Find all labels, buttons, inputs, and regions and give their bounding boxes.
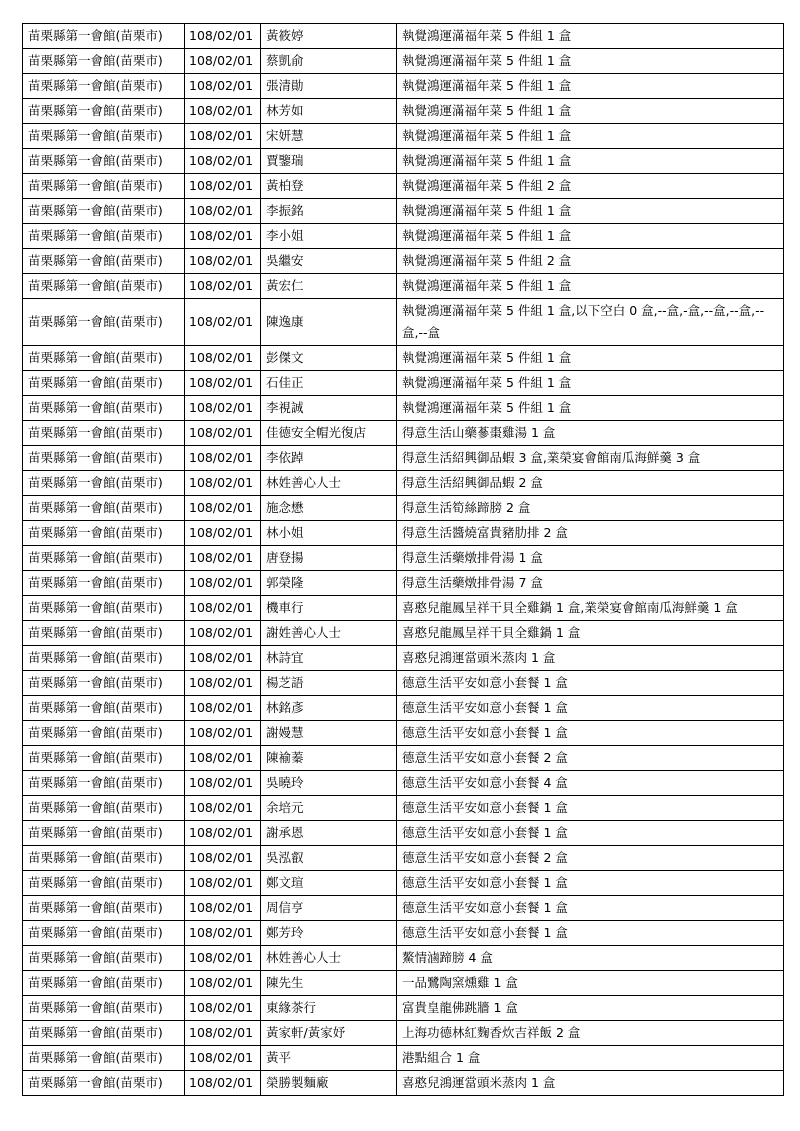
donor-cell: 林芳如 (261, 99, 397, 124)
table-row (23, 199, 784, 224)
item-cell: 執覺鴻運滿福年菜 5 件組 2 盒 (397, 174, 784, 199)
table-row (23, 1021, 784, 1046)
date-cell: 108/02/01 (185, 621, 261, 646)
donor-cell: 林小姐 (261, 521, 397, 546)
donor-cell: 吳繼安 (261, 249, 397, 274)
table-row (23, 174, 784, 199)
date-cell: 108/02/01 (185, 546, 261, 571)
venue-cell: 苗栗縣第一會館(苗栗市) (23, 124, 185, 149)
venue-cell: 苗栗縣第一會館(苗栗市) (23, 99, 185, 124)
table-row (23, 371, 784, 396)
donor-cell: 謝嫚慧 (261, 721, 397, 746)
donor-cell: 黃平 (261, 1046, 397, 1071)
item-cell: 得意生活山藥蔘棗雞湯 1 盒 (397, 421, 784, 446)
venue-cell: 苗栗縣第一會館(苗栗市) (23, 371, 185, 396)
donor-cell: 蔡凱俞 (261, 49, 397, 74)
item-cell: 得意生活紹興御品蝦 2 盒 (397, 471, 784, 496)
donor-cell: 吳曉玲 (261, 771, 397, 796)
donor-cell: 李依踔 (261, 446, 397, 471)
donor-cell: 施念懋 (261, 496, 397, 521)
date-cell: 108/02/01 (185, 346, 261, 371)
venue-cell: 苗栗縣第一會館(苗栗市) (23, 421, 185, 446)
table-row (23, 996, 784, 1021)
donor-cell: 郭榮隆 (261, 571, 397, 596)
venue-cell: 苗栗縣第一會館(苗栗市) (23, 846, 185, 871)
venue-cell: 苗栗縣第一會館(苗栗市) (23, 896, 185, 921)
date-cell: 108/02/01 (185, 224, 261, 249)
venue-cell: 苗栗縣第一會館(苗栗市) (23, 346, 185, 371)
donor-cell: 宋妍慧 (261, 124, 397, 149)
item-cell: 得意生活藥燉排骨湯 1 盒 (397, 546, 784, 571)
donor-cell: 林詩宜 (261, 646, 397, 671)
donor-cell: 吳泓叡 (261, 846, 397, 871)
donor-cell: 黃柏登 (261, 174, 397, 199)
date-cell: 108/02/01 (185, 671, 261, 696)
date-cell: 108/02/01 (185, 24, 261, 49)
table-row (23, 1071, 784, 1096)
item-cell: 德意生活平安如意小套餐 1 盒 (397, 821, 784, 846)
table-row (23, 621, 784, 646)
donor-cell: 佳德安全帽光復店 (261, 421, 397, 446)
venue-cell: 苗栗縣第一會館(苗栗市) (23, 1071, 185, 1096)
item-cell: 執覺鴻運滿福年菜 5 件組 1 盒 (397, 199, 784, 224)
donor-cell: 余培元 (261, 796, 397, 821)
table-row (23, 896, 784, 921)
table-row (23, 921, 784, 946)
item-cell: 得意生活筍絲蹄膀 2 盒 (397, 496, 784, 521)
venue-cell: 苗栗縣第一會館(苗栗市) (23, 521, 185, 546)
date-cell: 108/02/01 (185, 471, 261, 496)
donation-record-sheet (22, 23, 783, 1096)
date-cell: 108/02/01 (185, 49, 261, 74)
date-cell: 108/02/01 (185, 896, 261, 921)
donor-cell: 楊芝語 (261, 671, 397, 696)
donor-cell: 陳褕蓁 (261, 746, 397, 771)
venue-cell: 苗栗縣第一會館(苗栗市) (23, 149, 185, 174)
item-cell: 上海功德林紅麴香炊吉祥飯 2 盒 (397, 1021, 784, 1046)
donor-cell: 陳逸康 (261, 299, 397, 346)
venue-cell: 苗栗縣第一會館(苗栗市) (23, 396, 185, 421)
item-cell: 得意生活醬燒富貴豬肋排 2 盒 (397, 521, 784, 546)
item-cell: 德意生活平安如意小套餐 1 盒 (397, 671, 784, 696)
date-cell: 108/02/01 (185, 149, 261, 174)
item-cell: 德意生活平安如意小套餐 4 盒 (397, 771, 784, 796)
item-cell: 得意生活紹興御品蝦 3 盒,業榮宴會館南瓜海鮮羹 3 盒 (397, 446, 784, 471)
table-row (23, 446, 784, 471)
venue-cell: 苗栗縣第一會館(苗栗市) (23, 796, 185, 821)
table-row (23, 421, 784, 446)
table-row (23, 299, 784, 346)
date-cell: 108/02/01 (185, 174, 261, 199)
date-cell: 108/02/01 (185, 99, 261, 124)
venue-cell: 苗栗縣第一會館(苗栗市) (23, 571, 185, 596)
date-cell: 108/02/01 (185, 1021, 261, 1046)
table-row (23, 946, 784, 971)
venue-cell: 苗栗縣第一會館(苗栗市) (23, 921, 185, 946)
item-cell: 喜憨兒鴻運當頭米蒸肉 1 盒 (397, 646, 784, 671)
table-row (23, 871, 784, 896)
date-cell: 108/02/01 (185, 74, 261, 99)
table-row (23, 821, 784, 846)
table-row (23, 471, 784, 496)
venue-cell: 苗栗縣第一會館(苗栗市) (23, 274, 185, 299)
item-cell: 執覺鴻運滿福年菜 5 件組 1 盒 (397, 149, 784, 174)
item-cell: 德意生活平安如意小套餐 1 盒 (397, 921, 784, 946)
item-cell: 執覺鴻運滿福年菜 5 件組 1 盒 (397, 24, 784, 49)
date-cell: 108/02/01 (185, 996, 261, 1021)
item-cell: 執覺鴻運滿福年菜 5 件組 1 盒 (397, 274, 784, 299)
item-cell: 德意生活平安如意小套餐 1 盒 (397, 871, 784, 896)
item-cell: 德意生活平安如意小套餐 1 盒 (397, 696, 784, 721)
table-row (23, 521, 784, 546)
table-row (23, 274, 784, 299)
venue-cell: 苗栗縣第一會館(苗栗市) (23, 249, 185, 274)
venue-cell: 苗栗縣第一會館(苗栗市) (23, 646, 185, 671)
table-row (23, 346, 784, 371)
date-cell: 108/02/01 (185, 696, 261, 721)
date-cell: 108/02/01 (185, 571, 261, 596)
donor-cell: 林姓善心人士 (261, 471, 397, 496)
date-cell: 108/02/01 (185, 746, 261, 771)
donation-table (22, 23, 784, 1096)
venue-cell: 苗栗縣第一會館(苗栗市) (23, 946, 185, 971)
item-cell: 一品鷺陶窯燻雞 1 盒 (397, 971, 784, 996)
table-row (23, 771, 784, 796)
venue-cell: 苗栗縣第一會館(苗栗市) (23, 671, 185, 696)
date-cell: 108/02/01 (185, 396, 261, 421)
item-cell: 得意生活藥燉排骨湯 7 盒 (397, 571, 784, 596)
venue-cell: 苗栗縣第一會館(苗栗市) (23, 24, 185, 49)
venue-cell: 苗栗縣第一會館(苗栗市) (23, 471, 185, 496)
table-row (23, 396, 784, 421)
table-row (23, 721, 784, 746)
donor-cell: 黃宏仁 (261, 274, 397, 299)
date-cell: 108/02/01 (185, 496, 261, 521)
venue-cell: 苗栗縣第一會館(苗栗市) (23, 996, 185, 1021)
date-cell: 108/02/01 (185, 521, 261, 546)
donor-cell: 謝承恩 (261, 821, 397, 846)
table-row (23, 846, 784, 871)
table-row (23, 74, 784, 99)
donor-cell: 賈鑒瑞 (261, 149, 397, 174)
date-cell: 108/02/01 (185, 646, 261, 671)
table-row (23, 1046, 784, 1071)
date-cell: 108/02/01 (185, 124, 261, 149)
item-cell: 喜憨兒龍鳳呈祥干貝全雞鍋 1 盒,業榮宴會館南瓜海鮮羹 1 盒 (397, 596, 784, 621)
table-row (23, 99, 784, 124)
date-cell: 108/02/01 (185, 446, 261, 471)
table-row (23, 646, 784, 671)
item-cell: 德意生活平安如意小套餐 1 盒 (397, 796, 784, 821)
item-cell: 德意生活平安如意小套餐 2 盒 (397, 846, 784, 871)
donor-cell: 張清勛 (261, 74, 397, 99)
table-row (23, 596, 784, 621)
item-cell: 喜憨兒龍鳳呈祥干貝全雞鍋 1 盒 (397, 621, 784, 646)
table-row (23, 249, 784, 274)
venue-cell: 苗栗縣第一會館(苗栗市) (23, 721, 185, 746)
item-cell: 執覺鴻運滿福年菜 5 件組 1 盒 (397, 396, 784, 421)
donor-cell: 機車行 (261, 596, 397, 621)
table-row (23, 124, 784, 149)
donor-cell: 李視誠 (261, 396, 397, 421)
table-row (23, 24, 784, 49)
venue-cell: 苗栗縣第一會館(苗栗市) (23, 596, 185, 621)
date-cell: 108/02/01 (185, 871, 261, 896)
date-cell: 108/02/01 (185, 821, 261, 846)
donor-cell: 林銘彥 (261, 696, 397, 721)
date-cell: 108/02/01 (185, 1071, 261, 1096)
date-cell: 108/02/01 (185, 249, 261, 274)
table-row (23, 496, 784, 521)
venue-cell: 苗栗縣第一會館(苗栗市) (23, 971, 185, 996)
item-cell: 德意生活平安如意小套餐 2 盒 (397, 746, 784, 771)
date-cell: 108/02/01 (185, 771, 261, 796)
item-cell: 執覺鴻運滿福年菜 5 件組 1 盒 (397, 124, 784, 149)
item-cell: 執覺鴻運滿福年菜 5 件組 1 盒 (397, 49, 784, 74)
item-cell: 鰲情滷蹄膀 4 盒 (397, 946, 784, 971)
venue-cell: 苗栗縣第一會館(苗栗市) (23, 1046, 185, 1071)
item-cell: 執覺鴻運滿福年菜 5 件組 1 盒 (397, 224, 784, 249)
donor-cell: 謝姓善心人士 (261, 621, 397, 646)
donor-cell: 東緣茶行 (261, 996, 397, 1021)
table-row (23, 671, 784, 696)
date-cell: 108/02/01 (185, 371, 261, 396)
item-cell: 港點組合 1 盒 (397, 1046, 784, 1071)
donor-cell: 李振銘 (261, 199, 397, 224)
venue-cell: 苗栗縣第一會館(苗栗市) (23, 621, 185, 646)
venue-cell: 苗栗縣第一會館(苗栗市) (23, 299, 185, 346)
item-cell: 德意生活平安如意小套餐 1 盒 (397, 896, 784, 921)
table-row (23, 149, 784, 174)
date-cell: 108/02/01 (185, 846, 261, 871)
table-row (23, 49, 784, 74)
item-cell: 執覺鴻運滿福年菜 5 件組 1 盒 (397, 371, 784, 396)
venue-cell: 苗栗縣第一會館(苗栗市) (23, 496, 185, 521)
donor-cell: 石佳正 (261, 371, 397, 396)
item-cell: 執覺鴻運滿福年菜 5 件組 2 盒 (397, 249, 784, 274)
donor-cell: 黃家軒/黃家妤 (261, 1021, 397, 1046)
table-row (23, 696, 784, 721)
donor-cell: 鄭文瑄 (261, 871, 397, 896)
venue-cell: 苗栗縣第一會館(苗栗市) (23, 224, 185, 249)
date-cell: 108/02/01 (185, 971, 261, 996)
table-row (23, 224, 784, 249)
table-row (23, 971, 784, 996)
date-cell: 108/02/01 (185, 721, 261, 746)
date-cell: 108/02/01 (185, 946, 261, 971)
donor-cell: 林姓善心人士 (261, 946, 397, 971)
date-cell: 108/02/01 (185, 421, 261, 446)
venue-cell: 苗栗縣第一會館(苗栗市) (23, 174, 185, 199)
venue-cell: 苗栗縣第一會館(苗栗市) (23, 771, 185, 796)
item-cell: 執覺鴻運滿福年菜 5 件組 1 盒,以下空白 0 盒,--盒,-盒,--盒,--盒,--盒,--盒 (397, 299, 784, 346)
date-cell: 108/02/01 (185, 199, 261, 224)
venue-cell: 苗栗縣第一會館(苗栗市) (23, 74, 185, 99)
venue-cell: 苗栗縣第一會館(苗栗市) (23, 746, 185, 771)
date-cell: 108/02/01 (185, 921, 261, 946)
item-cell: 執覺鴻運滿福年菜 5 件組 1 盒 (397, 346, 784, 371)
item-cell: 喜憨兒鴻運當頭米蒸肉 1 盒 (397, 1071, 784, 1096)
venue-cell: 苗栗縣第一會館(苗栗市) (23, 696, 185, 721)
date-cell: 108/02/01 (185, 274, 261, 299)
venue-cell: 苗栗縣第一會館(苗栗市) (23, 49, 185, 74)
donor-cell: 李小姐 (261, 224, 397, 249)
item-cell: 德意生活平安如意小套餐 1 盒 (397, 721, 784, 746)
table-row (23, 571, 784, 596)
date-cell: 108/02/01 (185, 299, 261, 346)
donation-table-body (23, 24, 784, 1096)
date-cell: 108/02/01 (185, 596, 261, 621)
donor-cell: 黃筱婷 (261, 24, 397, 49)
venue-cell: 苗栗縣第一會館(苗栗市) (23, 1021, 185, 1046)
donor-cell: 唐登揚 (261, 546, 397, 571)
donor-cell: 榮勝製麵廠 (261, 1071, 397, 1096)
donor-cell: 周信亨 (261, 896, 397, 921)
table-row (23, 546, 784, 571)
table-row (23, 796, 784, 821)
item-cell: 執覺鴻運滿福年菜 5 件組 1 盒 (397, 74, 784, 99)
table-row (23, 746, 784, 771)
donor-cell: 陳先生 (261, 971, 397, 996)
venue-cell: 苗栗縣第一會館(苗栗市) (23, 546, 185, 571)
venue-cell: 苗栗縣第一會館(苗栗市) (23, 821, 185, 846)
item-cell: 富貴皇龍佛跳牆 1 盒 (397, 996, 784, 1021)
venue-cell: 苗栗縣第一會館(苗栗市) (23, 446, 185, 471)
date-cell: 108/02/01 (185, 1046, 261, 1071)
venue-cell: 苗栗縣第一會館(苗栗市) (23, 871, 185, 896)
venue-cell: 苗栗縣第一會館(苗栗市) (23, 199, 185, 224)
donor-cell: 鄭芳玲 (261, 921, 397, 946)
donor-cell: 彭傑文 (261, 346, 397, 371)
date-cell: 108/02/01 (185, 796, 261, 821)
item-cell: 執覺鴻運滿福年菜 5 件組 1 盒 (397, 99, 784, 124)
